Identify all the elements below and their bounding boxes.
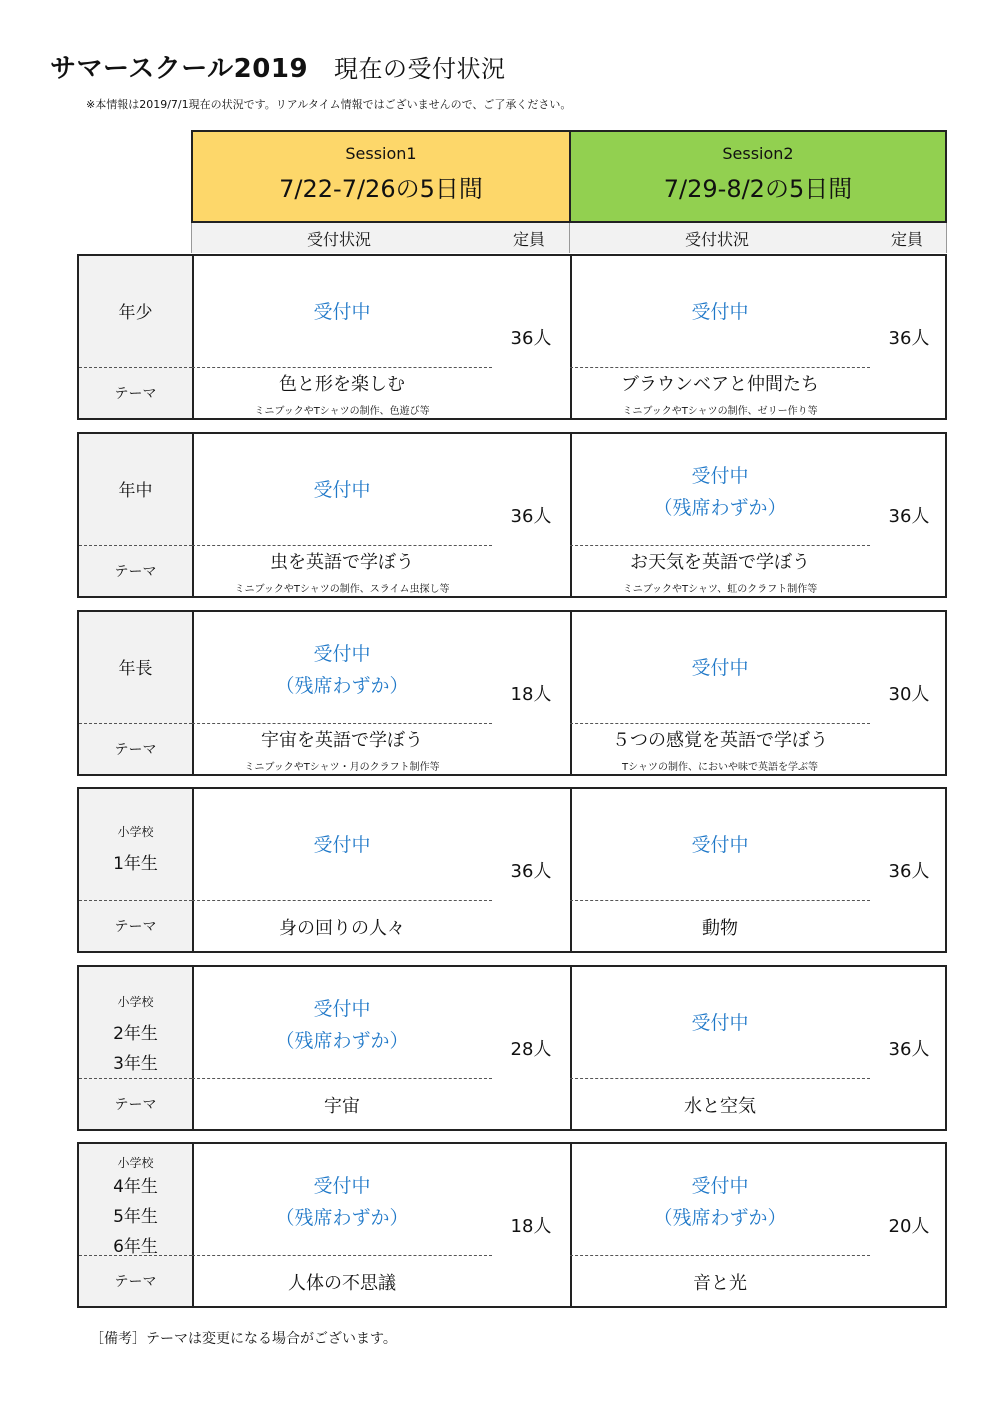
- capacity-column-label: 定員: [513, 230, 546, 249]
- grade-label: 小学校: [117, 995, 154, 1009]
- session1-cell: [192, 967, 572, 1129]
- grade-label: 2年生: [113, 1024, 158, 1044]
- session2-column-header: [569, 223, 947, 253]
- capacity-value: 36人: [510, 861, 552, 882]
- session2-name: Session2: [722, 144, 794, 163]
- capacity-value: 36人: [510, 506, 552, 527]
- divider: [570, 1078, 870, 1079]
- theme-detail: ミニブックやTシャツの制作、スライム虫探し等: [234, 584, 450, 595]
- status-text: 受付中: [691, 657, 749, 679]
- grade-label: 4年生: [113, 1177, 158, 1197]
- capacity-value: 36人: [888, 328, 930, 349]
- session1-cell: [192, 1144, 572, 1306]
- divider: [79, 545, 192, 546]
- divider: [79, 900, 192, 901]
- grade-row: [77, 610, 947, 776]
- session2-cell: [570, 789, 947, 951]
- grade-label: 年中: [118, 481, 153, 501]
- status-column-label: 受付状況: [307, 230, 372, 249]
- divider: [570, 900, 870, 901]
- theme-label: テーマ: [114, 564, 157, 580]
- status-text: （残席わずか）: [653, 1207, 787, 1229]
- grade-label: 年少: [118, 303, 153, 323]
- capacity-value: 18人: [510, 684, 552, 705]
- theme-text: ブラウンベアと仲間たち: [621, 374, 819, 395]
- divider: [192, 545, 492, 546]
- capacity-value: 36人: [510, 328, 552, 349]
- session2-header: [569, 130, 947, 223]
- status-text: 受付中: [691, 1175, 749, 1197]
- capacity-value: 18人: [510, 1216, 552, 1237]
- session2-cell: [570, 434, 947, 596]
- divider: [570, 1255, 870, 1256]
- grade-label: 1年生: [113, 854, 158, 874]
- theme-text: 身の回りの人々: [279, 918, 405, 939]
- capacity-value: 36人: [888, 506, 930, 527]
- theme-text: 虫を英語で学ぼう: [270, 552, 414, 573]
- status-text: 受付中: [313, 834, 371, 856]
- theme-detail: ミニブックやTシャツの制作、ゼリー作り等: [622, 406, 818, 417]
- status-text: 受付中: [691, 834, 749, 856]
- divider: [570, 367, 870, 368]
- capacity-value: 30人: [888, 684, 930, 705]
- theme-text: 宇宙: [324, 1096, 360, 1117]
- session1-cell: [192, 256, 572, 418]
- grade-label-cell: [79, 434, 194, 596]
- status-text: 受付中: [313, 998, 371, 1020]
- grade-label-cell: [79, 789, 194, 951]
- theme-detail: Tシャツの制作、においや味で英語を学ぶ等: [622, 762, 818, 773]
- status-text: （残席わずか）: [275, 1030, 409, 1052]
- grade-label: 年長: [118, 659, 153, 679]
- theme-detail: ミニブックやTシャツの制作、色遊び等: [254, 406, 430, 417]
- theme-label: テーマ: [114, 386, 157, 402]
- capacity-value: 20人: [888, 1216, 930, 1237]
- page-title: [50, 48, 506, 85]
- divider: [79, 1078, 192, 1079]
- divider: [570, 723, 870, 724]
- status-text: 受付中: [313, 643, 371, 665]
- grade-label: 3年生: [113, 1054, 158, 1074]
- session2-cell: [570, 967, 947, 1129]
- grade-label-cell: [79, 256, 194, 418]
- session2-dates: 7/29-8/2の5日間: [663, 175, 853, 203]
- session1-cell: [192, 789, 572, 951]
- divider: [192, 1255, 492, 1256]
- divider: [192, 1078, 492, 1079]
- session1-name: Session1: [345, 144, 417, 163]
- divider: [79, 367, 192, 368]
- grade-label: 5年生: [113, 1207, 158, 1227]
- status-text: 受付中: [313, 479, 371, 501]
- grade-row: [77, 965, 947, 1131]
- remark: ［備考］テーマは変更になる場合がございます。: [90, 1331, 397, 1347]
- grade-label-cell: [79, 967, 194, 1129]
- grade-label-cell: [79, 612, 194, 774]
- theme-text: 人体の不思議: [288, 1273, 396, 1294]
- theme-label: テーマ: [114, 1097, 157, 1113]
- status-text: 受付中: [313, 1175, 371, 1197]
- grade-label: 小学校: [117, 1156, 154, 1170]
- theme-label: テーマ: [114, 1274, 157, 1290]
- status-text: 受付中: [691, 301, 749, 323]
- session2-cell: [570, 1144, 947, 1306]
- capacity-value: 36人: [888, 861, 930, 882]
- session1-dates: 7/22-7/26の5日間: [279, 175, 483, 203]
- session1-header: [191, 130, 571, 223]
- capacity-value: 28人: [510, 1039, 552, 1060]
- grade-label-cell: [79, 1144, 194, 1306]
- divider: [79, 723, 192, 724]
- capacity-value: 36人: [888, 1039, 930, 1060]
- session2-cell: [570, 612, 947, 774]
- grade-row: [77, 1142, 947, 1308]
- status-text: 受付中: [691, 1012, 749, 1034]
- info-note: ※本情報は2019/7/1現在の状況です。リアルタイム情報ではございませんので、ご了承ください。: [86, 98, 572, 111]
- session1-column-header: [191, 223, 570, 253]
- divider: [79, 1255, 192, 1256]
- divider: [192, 723, 492, 724]
- divider: [192, 367, 492, 368]
- theme-text: 水と空気: [684, 1096, 756, 1117]
- theme-label: テーマ: [114, 919, 157, 935]
- grade-label: 6年生: [113, 1237, 158, 1257]
- session1-cell: [192, 434, 572, 596]
- theme-text: 動物: [702, 918, 738, 939]
- theme-text: 音と光: [693, 1273, 747, 1294]
- session1-cell: [192, 612, 572, 774]
- theme-detail: ミニブックやTシャツ・月のクラフト制作等: [244, 762, 440, 773]
- theme-text: お天気を英語で学ぼう: [630, 552, 810, 573]
- capacity-column-label: 定員: [891, 230, 924, 249]
- divider: [192, 900, 492, 901]
- status-text: （残席わずか）: [653, 497, 787, 519]
- theme-text: 色と形を楽しむ: [279, 374, 405, 395]
- status-text: （残席わずか）: [275, 1207, 409, 1229]
- status-text: 受付中: [313, 301, 371, 323]
- session2-cell: [570, 256, 947, 418]
- grade-label: 小学校: [117, 825, 154, 839]
- title-sub: 現在の受付状況: [334, 55, 506, 83]
- theme-detail: ミニブックやTシャツ、虹のクラフト制作等: [622, 584, 818, 595]
- status-column-label: 受付状況: [685, 230, 750, 249]
- status-text: （残席わずか）: [275, 675, 409, 697]
- grade-row: [77, 787, 947, 953]
- title-main: サマースクール2019: [50, 54, 309, 84]
- theme-label: テーマ: [114, 742, 157, 758]
- status-text: 受付中: [691, 465, 749, 487]
- grade-row: [77, 432, 947, 598]
- divider: [570, 545, 870, 546]
- theme-text: 宇宙を英語で学ぼう: [261, 730, 423, 751]
- theme-text: ５つの感覚を英語で学ぼう: [612, 730, 828, 751]
- grade-row: [77, 254, 947, 420]
